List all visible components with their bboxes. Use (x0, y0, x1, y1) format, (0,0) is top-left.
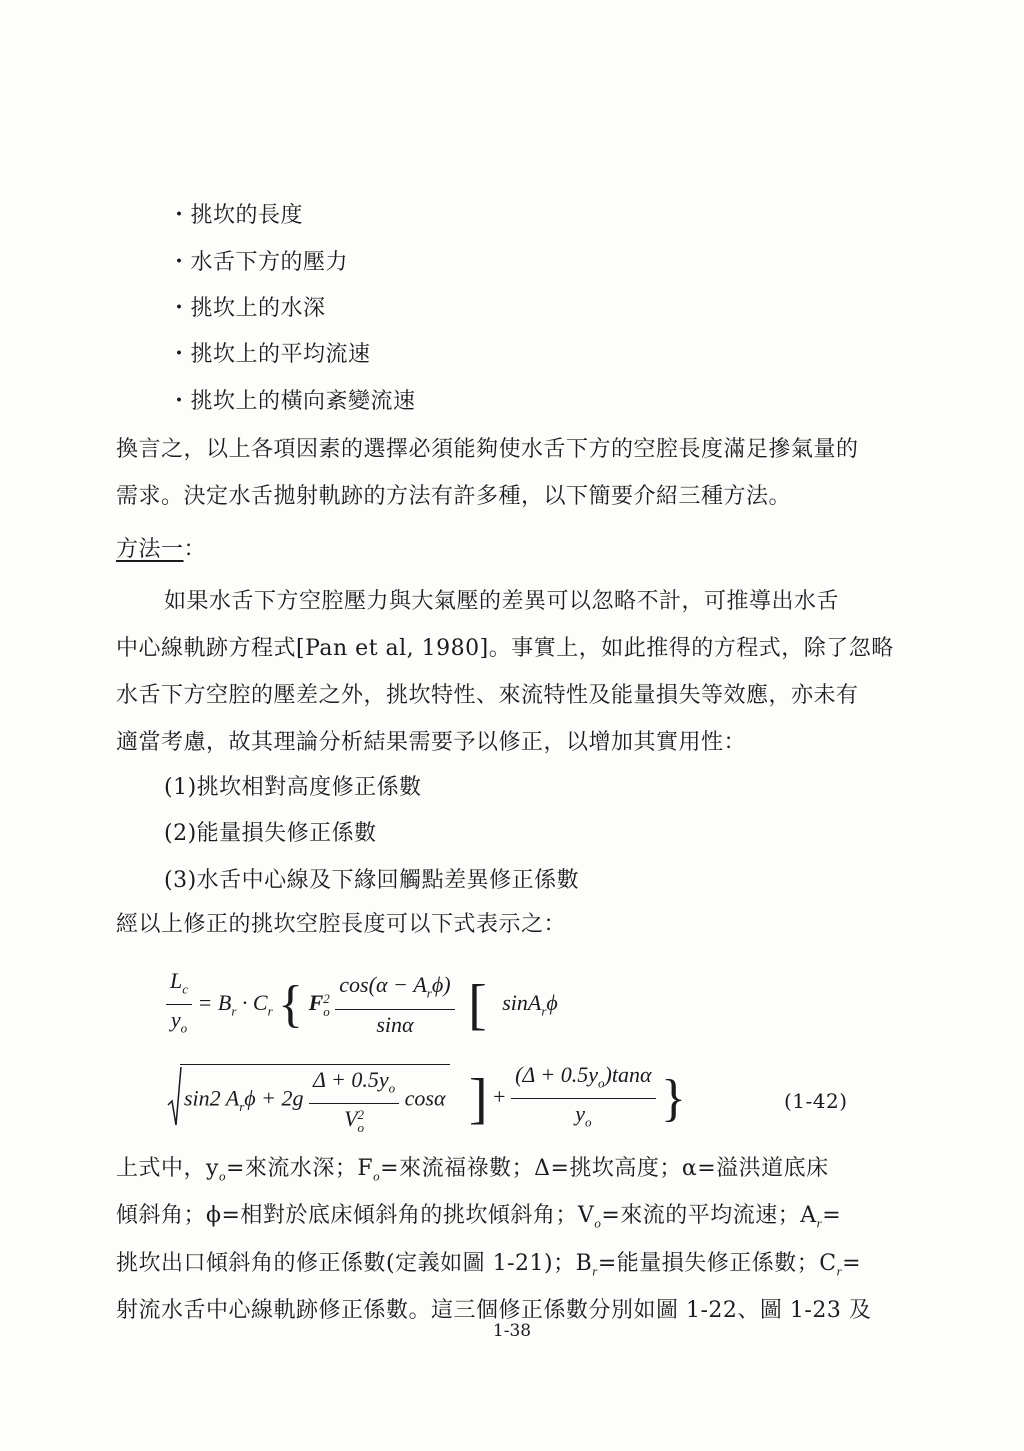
paragraph-line: 傾斜角；ϕ=相對於底床傾斜角的挑坎傾斜角；$V_o=$來流的平均流速；$A_r=$ (116, 1203, 842, 1231)
right-bracket: ] (469, 1067, 488, 1130)
delta-fraction: $\Delta + 0.5y_o$ V 2 o (309, 1067, 399, 1134)
right-brace: } (661, 1069, 687, 1127)
bullet-item: ・挑坎上的水深 (168, 296, 326, 321)
equation-label: (1-42) (784, 1089, 848, 1113)
method-heading-text: 方法一 (116, 537, 184, 562)
left-brace: { (278, 975, 304, 1033)
paragraph-line: 上式中，$y_o=$來流水深；$F_o=$來流福祿數；Δ=挑坎高度；α=溢洪道底床 (116, 1156, 829, 1184)
radical-sign (166, 1065, 182, 1129)
bullet-item: ・水舌下方的壓力 (168, 250, 349, 275)
radicand: sin2 $A_r\phi + 2g$ $\Delta + 0.5y_o$ V 2 o cosα (180, 1064, 450, 1134)
equation-line-2: sin2 $A_r\phi + 2g$ $\Delta + 0.5y_o$ V 2 o cosα ] + $\frac{(\Delta + 0.5y_o)\tan\alpha}{y_o}$ } (166, 1062, 686, 1136)
page-number: 1-38 (492, 1321, 532, 1341)
correction-item: (1)挑坎相對高度修正係數 (164, 775, 422, 800)
paragraph-line: 適當考慮，故其理論分析結果需要予以修正，以增加其實用性： (116, 730, 747, 755)
tan-fraction: $\frac{(\Delta + 0.5y_o)\tan\alpha}{y_o}$ (511, 1062, 655, 1136)
bullet-item: ・挑坎上的平均流速 (168, 342, 371, 367)
method-heading (116, 535, 206, 565)
bullet-item: ・挑坎的長度 (168, 203, 304, 228)
method-heading-colon: ： (183, 537, 207, 562)
correction-item: (3)水舌中心線及下緣回觸點差異修正係數 (164, 868, 580, 893)
paragraph-line: 挑坎出口傾斜角的修正係數(定義如圖 1-21)；$B_r=$能量損失修正係數；$C_r=$ (116, 1251, 862, 1279)
paragraph-line: 射流水舌中心線軌跡修正係數。這三個修正係數分別如圖 1-22、圖 1-23 及 (116, 1298, 872, 1323)
left-bracket: [ (468, 973, 487, 1036)
equation-line-1: $\frac{L_c}{y_o}$ = $B_r \cdot C_r$ { F 2 o $\frac{\cos(\alpha - A_r\phi)}{\sin\alpha}$ [ sinA$_r$ϕ (166, 968, 558, 1042)
paragraph-line: 需求。決定水舌拋射軌跡的方法有許多種，以下簡要介紹三種方法。 (116, 484, 792, 509)
paragraph-line: 水舌下方空腔的壓差之外，挑坎特性、來流特性及能量損失等效應，亦未有 (116, 683, 859, 708)
lhs-fraction: $\frac{L_c}{y_o}$ (166, 968, 192, 1042)
paragraph-line: 換言之，以上各項因素的選擇必須能夠使水舌下方的空腔長度滿足摻氣量的 (116, 437, 859, 462)
paragraph-line: 中心線軌跡方程式[Pan et al, 1980]。事實上，如此推得的方程式，除了忽略 (116, 636, 894, 661)
bullet-item: ・挑坎上的橫向紊變流速 (168, 389, 416, 414)
paragraph-line: 經以上修正的挑坎空腔長度可以下式表示之： (116, 912, 567, 937)
cos-fraction: $\frac{\cos(\alpha - A_r\phi)}{\sin\alpha}$ (335, 972, 454, 1037)
correction-item: (2)能量損失修正係數 (164, 821, 377, 846)
paragraph-line: 如果水舌下方空腔壓力與大氣壓的差異可以忽略不計，可推導出水舌 (164, 589, 840, 614)
